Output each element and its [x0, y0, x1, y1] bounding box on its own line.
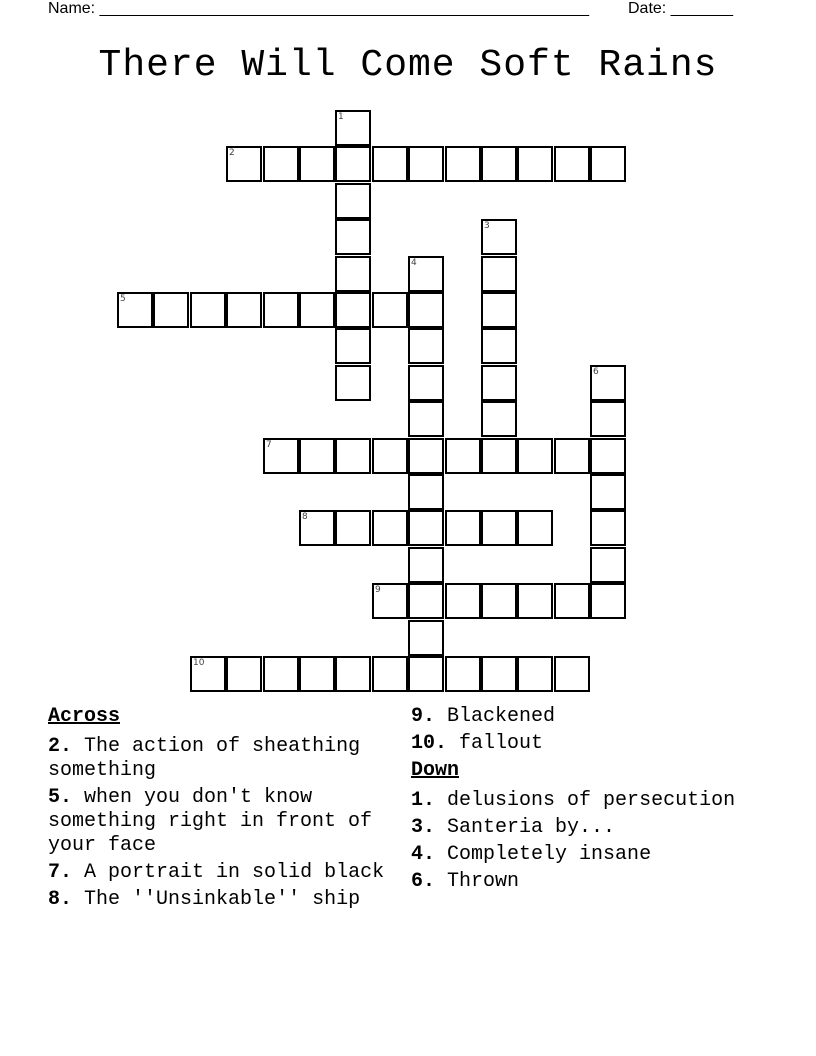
grid-cell[interactable] — [481, 292, 517, 328]
grid-cell[interactable] — [408, 401, 444, 437]
clue-number: 10. — [411, 732, 448, 755]
cell-number: 7 — [266, 440, 272, 450]
grid-cell[interactable] — [481, 365, 517, 401]
clue-across-10 — [411, 732, 771, 756]
grid-cell[interactable] — [445, 656, 481, 692]
grid-cell[interactable] — [372, 438, 408, 474]
clue-number: 1. — [411, 789, 436, 812]
grid-cell[interactable] — [408, 583, 444, 619]
grid-cell[interactable] — [263, 438, 299, 474]
grid-cell[interactable] — [263, 656, 299, 692]
grid-cell[interactable] — [190, 656, 226, 692]
grid-cell[interactable] — [408, 510, 444, 546]
grid-cell[interactable] — [590, 438, 626, 474]
across-heading: Across — [48, 705, 121, 728]
grid-cell[interactable] — [481, 438, 517, 474]
cell-number: 8 — [302, 512, 308, 522]
grid-cell[interactable] — [590, 365, 626, 401]
grid-cell[interactable] — [481, 219, 517, 255]
clues-column-left — [48, 705, 408, 915]
name-field[interactable]: _______________________________________________________ — [99, 0, 589, 17]
grid-cell[interactable] — [408, 620, 444, 656]
cell-number: 4 — [411, 258, 417, 268]
grid-cell[interactable] — [445, 583, 481, 619]
grid-cell[interactable] — [408, 365, 444, 401]
grid-cell[interactable] — [554, 146, 590, 182]
clue-text: Completely insane — [447, 843, 652, 866]
grid-cell[interactable] — [335, 292, 371, 328]
grid-cell[interactable] — [590, 474, 626, 510]
grid-cell[interactable] — [408, 328, 444, 364]
cell-number: 3 — [484, 221, 490, 231]
grid-cell[interactable] — [408, 256, 444, 292]
cell-number: 1 — [338, 112, 344, 122]
grid-cell[interactable] — [226, 656, 262, 692]
grid-cell[interactable] — [335, 328, 371, 364]
date-label: Date: — [628, 0, 667, 17]
grid-cell[interactable] — [335, 438, 371, 474]
cell-number: 6 — [593, 367, 599, 377]
clue-down-4 — [411, 843, 771, 867]
clue-across-9 — [411, 705, 771, 729]
grid-cell[interactable] — [299, 438, 335, 474]
grid-cell[interactable] — [481, 328, 517, 364]
clue-text: Santeria by... — [447, 816, 616, 839]
clue-number: 4. — [411, 843, 436, 866]
grid-cell[interactable] — [299, 656, 335, 692]
grid-cell[interactable] — [226, 292, 262, 328]
name-label: Name: — [48, 0, 96, 17]
grid-cell[interactable] — [481, 256, 517, 292]
cell-number: 10 — [193, 658, 205, 668]
clue-across-2 — [48, 735, 408, 783]
grid-cell[interactable] — [190, 292, 226, 328]
down-heading: Down — [411, 759, 460, 782]
grid-cell[interactable] — [408, 292, 444, 328]
clue-text: A portrait in solid black — [84, 861, 385, 884]
grid-cell[interactable] — [554, 438, 590, 474]
grid-cell[interactable] — [372, 292, 408, 328]
date-line — [628, 0, 733, 18]
cell-number: 9 — [375, 585, 381, 595]
grid-cell[interactable] — [517, 438, 553, 474]
grid-cell[interactable] — [408, 474, 444, 510]
grid-cell[interactable] — [117, 292, 153, 328]
grid-cell[interactable] — [408, 656, 444, 692]
clue-text: The action of sheathing something — [48, 735, 361, 782]
clue-text: Blackened — [447, 705, 556, 728]
cell-number: 2 — [229, 148, 235, 158]
clue-number: 6. — [411, 870, 436, 893]
clue-number: 7. — [48, 861, 73, 884]
grid-cell[interactable] — [554, 656, 590, 692]
clue-across-8 — [48, 888, 408, 912]
name-line — [48, 0, 589, 18]
clue-text: fallout — [459, 732, 544, 755]
grid-cell[interactable] — [335, 510, 371, 546]
grid-cell[interactable] — [408, 438, 444, 474]
grid-cell[interactable] — [299, 146, 335, 182]
cell-number: 5 — [120, 294, 126, 304]
grid-cell[interactable] — [372, 656, 408, 692]
clue-down-6 — [411, 870, 771, 894]
grid-cell[interactable] — [335, 110, 371, 146]
grid-cell[interactable] — [263, 292, 299, 328]
clue-down-3 — [411, 816, 771, 840]
grid-cell[interactable] — [590, 146, 626, 182]
grid-cell[interactable] — [153, 292, 189, 328]
grid-cell[interactable] — [408, 547, 444, 583]
clue-number: 9. — [411, 705, 436, 728]
grid-cell[interactable] — [299, 510, 335, 546]
clue-number: 8. — [48, 888, 73, 911]
grid-cell[interactable] — [554, 583, 590, 619]
grid-cell[interactable] — [481, 401, 517, 437]
clue-text: Thrown — [447, 870, 520, 893]
grid-cell[interactable] — [226, 146, 262, 182]
grid-cell[interactable] — [517, 510, 553, 546]
grid-cell[interactable] — [481, 656, 517, 692]
grid-cell[interactable] — [590, 547, 626, 583]
grid-cell[interactable] — [335, 219, 371, 255]
clue-across-7 — [48, 861, 408, 885]
grid-cell[interactable] — [517, 656, 553, 692]
grid-cell[interactable] — [299, 292, 335, 328]
clue-text: when you don't know something right in front of your face — [48, 786, 373, 857]
grid-cell[interactable] — [517, 146, 553, 182]
grid-cell[interactable] — [335, 183, 371, 219]
clue-across-5 — [48, 786, 408, 858]
grid-cell[interactable] — [481, 583, 517, 619]
grid-cell[interactable] — [445, 438, 481, 474]
puzzle-title: There Will Come Soft Rains — [98, 44, 718, 87]
grid-cell[interactable] — [335, 146, 371, 182]
grid-cell[interactable] — [590, 510, 626, 546]
grid-cell[interactable] — [335, 256, 371, 292]
grid-cell[interactable] — [481, 510, 517, 546]
clue-text: delusions of persecution — [447, 789, 736, 812]
date-field[interactable]: _______ — [670, 0, 733, 17]
grid-cell[interactable] — [372, 583, 408, 619]
clue-down-1 — [411, 789, 771, 813]
grid-cell[interactable] — [335, 365, 371, 401]
clues-column-right — [411, 705, 771, 897]
grid-cell[interactable] — [263, 146, 299, 182]
clue-number: 2. — [48, 735, 73, 758]
clue-number: 5. — [48, 786, 73, 809]
grid-cell[interactable] — [590, 401, 626, 437]
grid-cell[interactable] — [445, 510, 481, 546]
grid-cell[interactable] — [590, 583, 626, 619]
grid-cell[interactable] — [408, 146, 444, 182]
grid-cell[interactable] — [335, 656, 371, 692]
clue-text: The ''Unsinkable'' ship — [84, 888, 361, 911]
grid-cell[interactable] — [445, 146, 481, 182]
clue-number: 3. — [411, 816, 436, 839]
grid-cell[interactable] — [372, 510, 408, 546]
grid-cell[interactable] — [517, 583, 553, 619]
grid-cell[interactable] — [481, 146, 517, 182]
grid-cell[interactable] — [372, 146, 408, 182]
